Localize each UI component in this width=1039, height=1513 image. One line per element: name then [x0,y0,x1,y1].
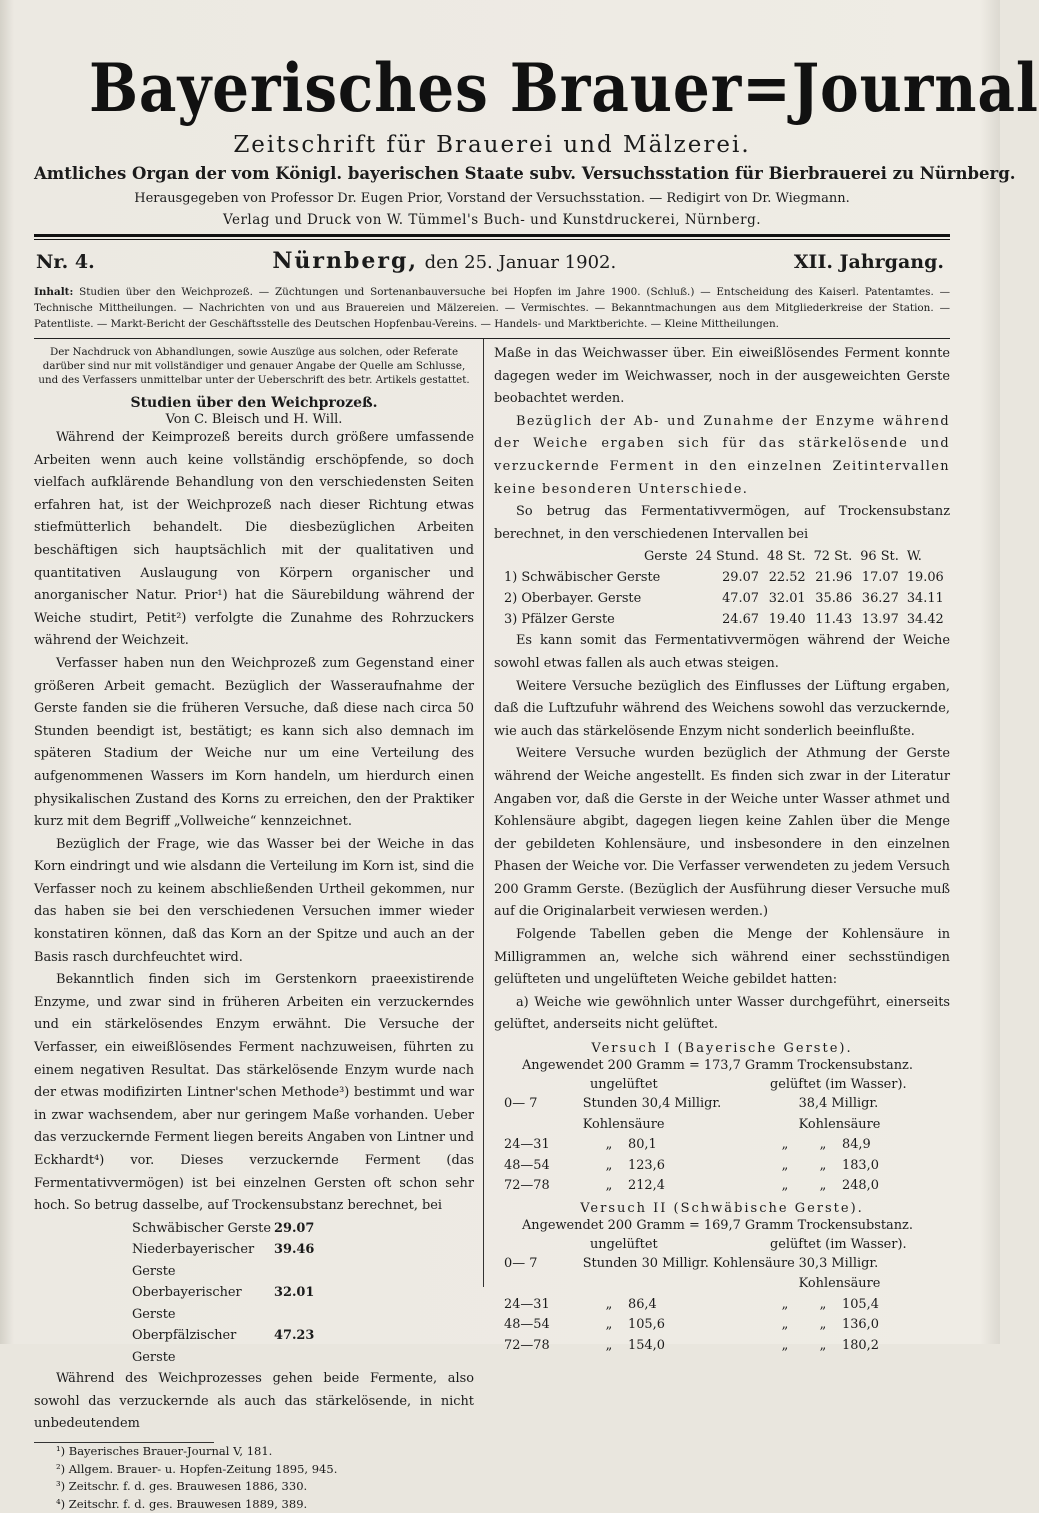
ditto-mark: „ [605,1337,613,1353]
table-cell: 11.43 [815,612,853,628]
value: 80,1 [628,1137,657,1153]
value-aerated: 38,4 Milligr. Kohlensäure [798,1096,881,1132]
footnotes [34,1443,474,1513]
value: 136,0 [842,1317,879,1333]
ditto-mark: „ [819,1157,827,1173]
value-number: 29.07 [274,1220,315,1236]
table-cell: 35.86 [815,591,853,607]
table-header-cell: W. [906,549,922,565]
experiment-used: Angewendet 200 Gramm = 173,7 Gramm Trockensubstanz. [522,1058,913,1074]
table-row [494,1156,950,1177]
time-interval: 72—78 [504,1337,550,1353]
value-unaerated [590,1315,766,1336]
ditto-mark: „ [605,1137,613,1153]
paragraph: Während des Weichprozesses gehen beide Fermente, also sowohl das verzuckernde als auch das stärkelösende, in nicht unbedeutendem [34,1371,474,1432]
value-unaerated [590,1176,766,1197]
issue-date: den 25. Januar 1902. [424,252,617,273]
table-header-cell: 96 St. [860,549,899,565]
value-row [34,1218,474,1240]
ditto-mark: „ [819,1317,827,1333]
value-aerated [766,1176,942,1197]
editor-line: Herausgegeben von Professor Dr. Eugen Prior, Vorstand der Versuchsstation. — Redigirt von Dr. Wiegmann. [134,191,850,206]
time-interval: 48—54 [504,1157,550,1173]
right-column [494,339,950,1356]
value: 84,9 [842,1137,871,1153]
ditto-mark: „ [781,1137,789,1153]
value: 123,6 [628,1157,665,1173]
paragraph: Bezüglich der Ab- und Zunahme der Enzyme während der Weiche ergaben sich für das stärkelösende und verzuckernde Ferment in den einzelnen Zeitintervallen keine besonderen Unterschiede. [494,413,950,497]
value-label: Schwäbischer Gerste [132,1220,271,1236]
table-row [500,567,948,588]
value-row [34,1325,474,1368]
table-row [494,1176,950,1197]
table-header-cell: 72 St. [813,549,853,565]
header-rule [34,234,950,237]
ditto-mark: „ [781,1337,789,1353]
footnote: ⁴) Zeitschr. f. d. ges. Brauwesen 1889, 389. [56,1496,308,1511]
paragraph: Es kann somit das Fermentativvermögen während der Weiche sowohl etwas fallen als auch etwas steigen. [494,633,950,671]
experiment-block [494,1201,950,1357]
table-cell: 21.96 [815,570,853,586]
table-row [494,1336,950,1357]
paragraph: Verfasser haben nun den Weichprozeß zum Gegenstand einer größeren Arbeit gemacht. Bezüglich der Wasseraufnahme der Gerste fanden sie die früheren Versuche, daß diese nach circa 50 Stunden beendigt ist, bestätigt; es kann sich also demnach im späteren Stadium der Weiche nur um eine Verteilung des aufgenommenen Wassers im Korn handeln, um hierdurch einen physikalischen Zustand des Korns zu erreichen, den der Praktiker kurz mit dem Begriff „Vollweiche“ kennzeichnet. [34,655,474,830]
time-interval: 0— 7 [504,1255,538,1271]
value: 86,4 [628,1296,657,1312]
time-interval: 48—54 [504,1317,550,1333]
ditto-mark: „ [781,1296,789,1312]
value-aerated [766,1315,942,1336]
table-cell: 29.07 [722,570,759,586]
ditto-mark: „ [819,1296,827,1312]
value-unaerated [590,1156,766,1177]
issue-volume: XII. Jahrgang. [793,251,944,273]
value: 154,0 [628,1337,665,1353]
value: 105,6 [628,1317,665,1333]
header-rule-thin [34,239,950,240]
footnote: ¹) Bayerisches Brauer-Journal V, 181. [56,1444,273,1459]
ferment-values-list [34,1218,474,1369]
table-row [494,1254,950,1295]
table-cell: 1) Schwäbischer Gerste [504,570,661,586]
paragraph: Maße in das Weichwasser über. Ein eiweißlösendes Ferment konnte dagegen weder im Weichwasser, noch in der ausgeweichten Gerste beobachtet werden. [494,346,950,407]
table-header-cell: 48 St. [766,549,806,565]
issue-dateline [272,248,616,274]
experiment-header [494,1076,950,1094]
column-header: gelüftet (im Wasser). [770,1236,907,1252]
value-label: Niederbayerischer Gerste [132,1242,255,1279]
value-number: 32.01 [274,1285,315,1301]
value-row [34,1239,474,1282]
table-cell: 3) Pfälzer Gerste [504,612,615,628]
ditto-mark: „ [781,1317,789,1333]
value-unaerated [590,1135,766,1156]
table-row [494,1315,950,1336]
paragraph: So betrug das Fermentativvermögen, auf Trockensubstanz berechnet, in den verschiedenen Intervallen bei [494,504,950,542]
value-unaerated [590,1336,766,1357]
table-header-row [500,546,948,567]
value-row [34,1282,474,1325]
value-number: 39.46 [274,1242,315,1258]
article-columns [34,339,950,1511]
table-cell: 36.27 [861,591,899,607]
paragraph: Bekanntlich finden sich im Gerstenkorn praeexistirende Enzyme, und zwar sind in früheren Arbeiten ein verzuckerndes und ein stärkelösendes Enzym erwähnt. Die Versuche der Verfasser, ein eiweißlösendes Ferment nachzuweisen, führten zu einem negativen Resultat. Das stärkelösende Enzym wurde nach der etwas modifizirten Lintner'schen Methode³) bestimmt und war in zwar wachsendem, aber nur geringem Maße vorhanden. Ueber das verzuckernde Ferment liegen bereits Angaben von Lintner und Eckhardt⁴) vor. Dieses verzuckernde Ferment (das Fermentativvermögen) ist bei einzelnen Gersten oft schon sehr hoch. So betrug dasselbe, auf Trockensubstanz berechnet, bei [34,972,474,1214]
table-row [494,1135,950,1156]
paragraph: Bezüglich der Frage, wie das Wasser bei der Weiche in das Korn eindringt und wie alsdann die Verteilung im Korn ist, sind die Verfasser noch zu keinem abschließenden Urtheil gekommen, nur das haben sie bei den verschiedenen Versuchen immer wieder konstatiren können, daß das Korn an der Spitze und auch an der Basis rasch durchfeuchtet wird. [34,836,474,965]
value: 212,4 [628,1178,665,1194]
table-cell: 19.40 [768,612,806,628]
table-cell: 24.67 [722,612,759,628]
column-header: gelüftet (im Wasser). [770,1077,907,1093]
left-column [34,339,474,1513]
publisher-line: Verlag und Druck von W. Tümmel's Buch- und Kunstdruckerei, Nürnberg. [222,212,762,228]
paragraph: Weitere Versuche wurden bezüglich der Athmung der Gerste während der Weiche angestellt. Es finden sich zwar in der Literatur Angaben vor, daß die Gerste in der Weiche unter Wasser athmet und Kohlensäure abgibt, dagegen liegen keine Zahlen über die Menge der gebildeten Kohlensäure, und insbesondere in den einzelnen Phasen der Weiche vor. Die Verfasser verwendeten zu jedem Versuch 200 Gramm Gerste. (Bezüglich der Ausführung dieser Versuche muß auf die Originalarbeit verwiesen werden.) [494,746,950,920]
table-row [500,588,948,609]
toc-label: Inhalt: [34,286,74,298]
ditto-mark: „ [781,1157,789,1173]
value: 105,4 [842,1296,879,1312]
ditto-mark: „ [605,1178,613,1194]
table-row [494,1094,950,1135]
ditto-mark: „ [781,1178,789,1194]
table-header-cell: Gerste [644,549,688,565]
reprint-notice: Der Nachdruck von Abhandlungen, sowie Auszüge aus solchen, oder Referate darüber sind nur mit vollständiger und genauer Angabe der Quelle am Schlusse, und des Verfassers unmittelbar unter der Ueberschrift des betr. Artikels gestattet. [38,346,470,386]
value-aerated [766,1156,942,1177]
article-title: Studien über den Weichprozeß. [130,395,378,411]
issue-line [34,248,950,274]
value-aerated: 30,3 Milligr. Kohlensäure [798,1255,881,1292]
ditto-mark: „ [819,1337,827,1353]
experiment-header [494,1236,950,1254]
column-divider [483,339,484,1287]
column-header: ungelüftet [590,1077,658,1093]
table-of-contents [34,284,950,332]
time-interval: 24—31 [504,1137,550,1153]
footnote: ³) Zeitschr. f. d. ges. Brauwesen 1886, 330. [56,1479,308,1494]
value-label: Oberbayerischer Gerste [132,1285,242,1322]
value-label: Oberpfälzischer Gerste [132,1328,237,1365]
ditto-mark: „ [605,1317,613,1333]
experiment-used: Angewendet 200 Gramm = 169,7 Gramm Trockensubstanz. [522,1217,913,1233]
value-number: 47.23 [274,1328,315,1344]
paragraph: Weitere Versuche bezüglich des Einflusses der Lüftung ergaben, daß die Luftzufuhr während des Weichens sowohl das verzuckernde, wie auch das stärkelösende Enzym nicht sonderlich beeinflußte. [494,678,950,739]
experiment-title: Versuch II (Schwäbische Gerste). [580,1200,864,1216]
table-cell: 34.42 [906,612,944,628]
table-cell: 34.11 [906,591,944,607]
time-interval: 24—31 [504,1296,550,1312]
value-aerated [766,1295,942,1316]
value: 183,0 [842,1157,879,1173]
value-unaerated: Stunden 30,4 Milligr. Kohlensäure [582,1096,722,1132]
table-cell: 17.07 [861,570,899,586]
ditto-mark: „ [605,1157,613,1173]
table-cell: 2) Oberbayer. Gerste [504,591,642,607]
official-organ-line: Amtliches Organ der vom Königl. bayerischen Staate subv. Versuchsstation für Bierbrauerei zu Nürnberg. [34,164,1016,183]
ditto-mark: „ [819,1137,827,1153]
experiment-block [494,1041,950,1197]
masthead-subtitle: Zeitschrift für Brauerei und Mälzerei. [233,132,751,158]
masthead-title: Bayerisches Brauer=Journal [88,49,1039,127]
paragraph: Folgende Tabellen geben die Menge der Kohlensäure in Milligrammen an, welche sich während einer sechsstündigen gelüfteten und ungelüfteten Weiche gebildet hatten: [494,927,950,988]
issue-number: Nr. 4. [36,251,95,273]
table-cell: 32.01 [768,591,806,607]
time-interval: 72—78 [504,1178,550,1194]
ditto-mark: „ [819,1178,827,1194]
fermentative-table [500,546,948,630]
table-cell: 22.52 [768,570,806,586]
table-cell: 19.06 [906,570,944,586]
footnote: ²) Allgem. Brauer- u. Hopfen-Zeitung 1895, 945. [56,1461,338,1476]
paragraph: Während der Keimprozeß bereits durch größere umfassende Arbeiten wenn auch keine vollständig erschöpfende, so doch vielfach aufklärende Behandlung von den verschiedensten Seiten erfahren hat, ist der Weichprozeß nach dieser Richtung etwas stiefmütterlich behandelt. Die diesbezüglichen Arbeiten beschäftigen sich hauptsächlich mit der qualitativen und quantitativen Auslaugung von Körpern organischer und anorganischer Natur. Prior¹) hat die Säurebildung während der Weiche studirt, Petit²) verfolgte die Zunahme des Rohrzuckers während der Weichzeit. [34,430,474,649]
table-row [500,609,948,630]
issue-city: Nürnberg, [272,248,419,274]
toc-text: Studien über den Weichprozeß. — Züchtungen und Sortenanbauversuche bei Hopfen im Jahre 1900. (Schluß.) — Entscheidung des Kaiserl. Patentamtes. — Technische Mittheilungen. — Nachrichten von und aus Brauereien und Mälzereien. — Vermischtes. — Bekanntmachungen aus dem Mitgliederkreise der Station. — Patentliste. — Markt-Bericht der Geschäftsstelle des Deutschen Hopfenbau-Vereins. — Handels- und Marktberichte. — Kleine Mittheilungen. [34,286,950,330]
table-cell: 47.07 [722,591,759,607]
value-unaerated: Stunden 30 Milligr. Kohlensäure [582,1255,795,1271]
value-aerated [766,1336,942,1357]
time-interval: 0— 7 [504,1096,538,1112]
article-byline: Von C. Bleisch und H. Will. [165,412,343,427]
table-row [494,1295,950,1316]
ditto-mark: „ [605,1296,613,1312]
value: 180,2 [842,1337,879,1353]
table-header-cell: 24 Stund. [695,549,759,565]
table-cell: 13.97 [861,612,899,628]
value-unaerated [590,1295,766,1316]
column-header: ungelüftet [590,1236,658,1252]
value: 248,0 [842,1178,879,1194]
value-aerated [766,1135,942,1156]
experiment-title: Versuch I (Bayerische Gerste). [591,1041,853,1057]
paragraph: a) Weiche wie gewöhnlich unter Wasser durchgeführt, einerseits gelüftet, anderseits nicht gelüftet. [494,994,950,1033]
